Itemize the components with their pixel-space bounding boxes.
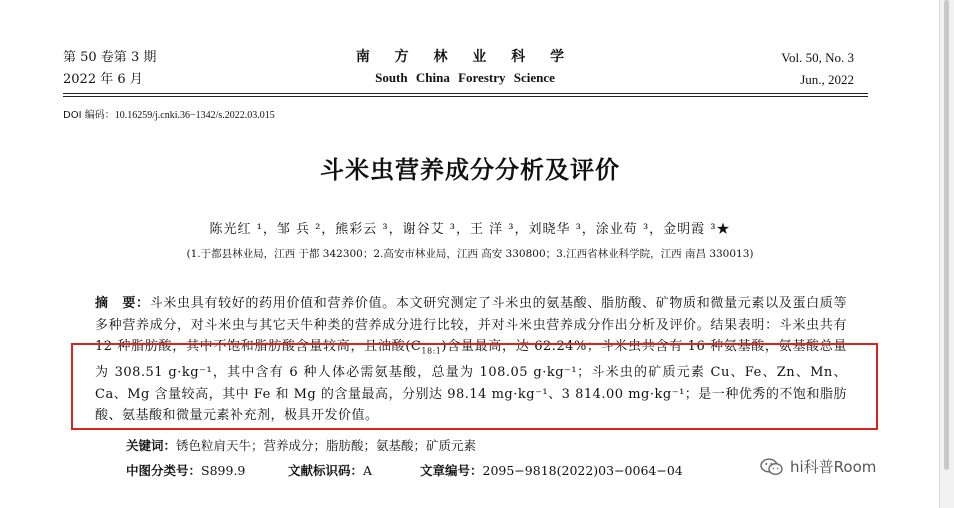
- abstract-results-a: 表明：斗米虫共有 12 种脂肪酸，其中不饱和脂肪酸含量较高，且油酸(C: [95, 317, 847, 354]
- abstract-intro: 斗米虫具有较好的药用价值和营养价值。本文研究测定了斗米虫的氨基酸、脂肪酸、矿物质和微量元素以及蛋白质等多种营养成分，对斗米虫与其它天牛种类的营养成分进行比较，并对斗米虫营养成分作出分析及评价。结果: [95, 296, 847, 333]
- classification-line: [126, 461, 683, 479]
- article-number-label: 文章编号：: [420, 463, 483, 478]
- vertical-scrollbar[interactable]: [939, 0, 954, 508]
- date-en: Jun., 2022: [800, 72, 854, 87]
- doc-code-item: [288, 461, 420, 479]
- header-rule: [63, 93, 868, 94]
- keywords-line: [126, 436, 476, 454]
- journal-name-en: South China Forestry Science: [375, 70, 555, 85]
- affiliations: (1.于都县林业局，江西 于都 342300；2.高安市林业局，江西 高安 330800；3.江西省林业科学院，江西 南昌 330013): [186, 248, 754, 260]
- article-number-value: 2095−9818(2022)03−0064−04: [482, 463, 683, 478]
- journal-name-cn: 南 方 林 业 科 学: [355, 49, 575, 65]
- header-rule-thin: [63, 96, 868, 97]
- watermark-text: hi科普Room: [790, 458, 877, 476]
- highlight-box: [71, 343, 878, 430]
- wechat-icon: [760, 458, 784, 476]
- abstract-results-b: )含量最高，达 62.24%；斗米虫共含有 16 种氨基酸，氨基酸总量为 308.51 g·kg⁻¹，其中含有 6 种人体必需氨基酸，总量为 108.05 g·kg⁻¹；斗米虫的矿质元素 Cu、Fe、Zn、Mn、Ca、Mg 含量较高，其中 Fe 和 Mg 的含量最高，分别达 98.14 mg·kg⁻¹、3 814.00 mg·kg⁻¹；是一种优秀的不饱和脂肪酸、氨基酸和微量元素补充剂，极具开发价值。: [95, 339, 847, 424]
- header-left: [63, 47, 156, 91]
- clc-label: 中图分类号：: [126, 463, 202, 478]
- clc-value: S899.9: [201, 463, 246, 478]
- watermark: [760, 456, 876, 477]
- volume-cn: 第 50 卷第 3 期: [63, 50, 157, 65]
- clc-item: [126, 461, 288, 479]
- journal-header: [330, 47, 600, 89]
- article-number-item: [420, 461, 683, 479]
- doc-code-value: A: [363, 463, 373, 478]
- doc-code-label: 文献标识码：: [288, 463, 364, 478]
- abstract-label: 摘 要：: [95, 296, 150, 311]
- keywords-value: 锈色粒肩天牛；营养成分；脂肪酸；氨基酸；矿质元素: [176, 438, 477, 453]
- paper-title: 斗米虫营养成分分析及评价: [320, 156, 620, 184]
- oleic-subscript: 18:1: [421, 346, 442, 356]
- doi-line: [63, 106, 275, 121]
- date-cn: 2022 年 6 月: [63, 72, 143, 87]
- doi-value: 10.16259/j.cnki.36−1342/s.2022.03.015: [114, 110, 275, 121]
- doi-label: DOI 编码：: [63, 110, 115, 121]
- keywords-label: 关键词：: [126, 438, 177, 453]
- author-list: 陈光红 ¹，邹 兵 ²，熊彩云 ³，谢谷艾 ³，王 洋 ³，刘晓华 ³，涂业苟 ³，金明霞 ³★: [209, 222, 731, 237]
- scrollbar-thumb[interactable]: [944, 0, 949, 470]
- volume-en: Vol. 50, No. 3: [781, 50, 854, 65]
- header-right: [781, 47, 854, 91]
